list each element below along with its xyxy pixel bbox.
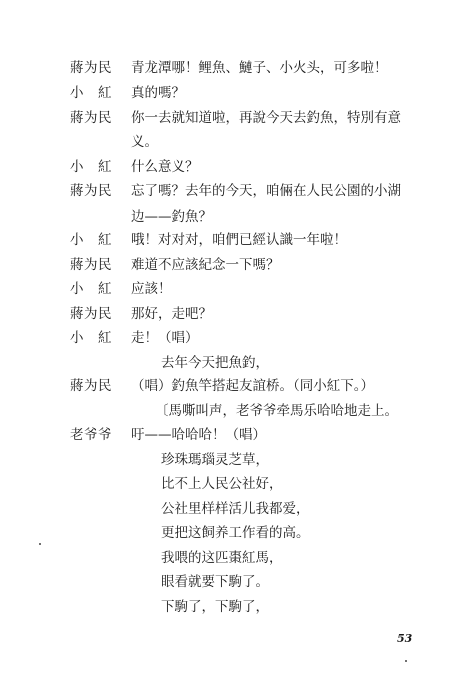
- line-text: 难道不应該紀念一下嗎？: [131, 257, 280, 273]
- speaker-name: 老爷爷: [70, 427, 112, 443]
- line-text: 哦！对对对，咱們已經认識一年啦！: [131, 232, 347, 248]
- line-text: 走！（唱）: [131, 330, 199, 346]
- line-text: 忘了嗎？去年的今天，咱倆在人民公園的小湖: [131, 183, 401, 199]
- page-number: 53: [397, 632, 413, 645]
- speaker-name: 蔣为民: [70, 306, 112, 322]
- line-text: （唱）釣魚竿搭起友誼桥。（同小紅下。）: [131, 378, 374, 394]
- speaker-name: 小 紅: [70, 330, 112, 346]
- line-text: 什么意义？: [131, 159, 199, 175]
- line-text: 〔馬嘶叫声，老爷爷牵馬乐哈哈地走上。: [155, 403, 398, 419]
- line-text: 眼看就要下駒了。: [161, 574, 269, 590]
- speaker-name: 小 紅: [70, 159, 112, 175]
- line-text: 那好，走吧？: [131, 306, 212, 322]
- line-text: 义。: [131, 134, 158, 150]
- line-text: 我喂的这匹棗紅馬，: [161, 550, 283, 566]
- speaker-name: 蔣为民: [70, 183, 112, 199]
- line-text: 比不上人民公社好，: [161, 476, 283, 492]
- speaker-name: 小 紅: [70, 232, 112, 248]
- line-text: 应該！: [131, 281, 172, 297]
- speaker-name: 蔣为民: [70, 110, 112, 126]
- line-text: 青龙潭哪！鲤魚、鰱子、小火头，可多啦！: [131, 60, 388, 76]
- line-text: 下駒了，下駒了，: [161, 599, 269, 615]
- speaker-name: 蔣为民: [70, 378, 112, 394]
- line-text: 吁——哈哈哈！（唱）: [131, 427, 266, 443]
- speaker-name: 小 紅: [70, 281, 112, 297]
- line-text: 你一去就知道啦，再說今天去釣魚，特別有意: [131, 110, 401, 126]
- line-text: 珍珠瑪瑙灵芝草，: [161, 452, 269, 468]
- line-text: 去年今天把魚釣，: [161, 355, 269, 371]
- speaker-name: 小 紅: [70, 85, 112, 101]
- line-text: 公社里样样活儿我都爱，: [161, 501, 310, 517]
- scan-speck: [39, 543, 41, 545]
- line-text: 边——釣魚？: [131, 209, 212, 225]
- speaker-name: 蔣为民: [70, 257, 112, 273]
- speaker-name: 蔣为民: [70, 60, 112, 76]
- scan-speck: [405, 660, 407, 662]
- line-text: 真的嗎？: [131, 85, 185, 101]
- line-text: 更把这飼养工作看的高。: [161, 525, 310, 541]
